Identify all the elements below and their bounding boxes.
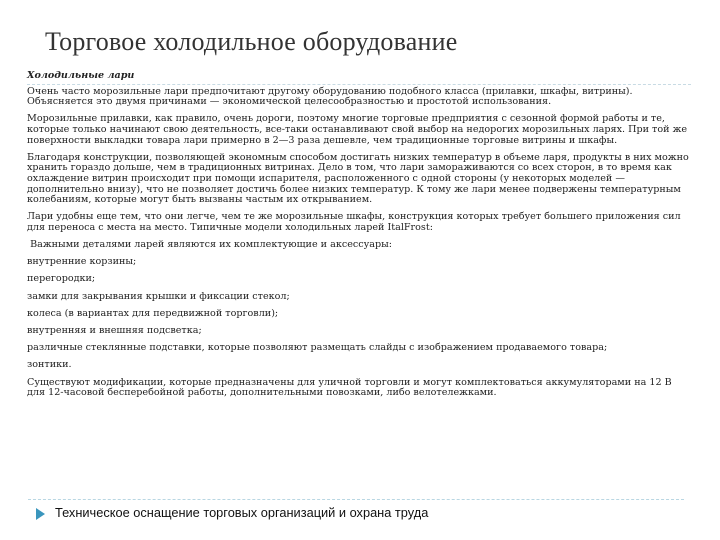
list-item-lighting: внутренняя и внешняя подсветка; bbox=[27, 325, 202, 337]
list-item-glass-stands: различные стеклянные подставки, которые позволяют размещать слайды с изображением продаваемого товара; bbox=[27, 342, 608, 354]
paragraph-accessories-intro: Важными деталями ларей являются их комплектующие и аксессуары: bbox=[27, 239, 392, 251]
paragraph-prices: Морозильные прилавки, как правило, очень дороги, поэтому многие торговые предприятия с сезонной формой работы и те, которые только начинают свою деятельность, все-таки останавливают свой выбор на недорогих морозильных ларях. При той же поверхности выкладки товара лари примерно в 2—3 раза дешевле, чем традиционные торговые витрины и шкафы. bbox=[27, 113, 688, 146]
list-item-umbrellas: зонтики. bbox=[27, 359, 72, 371]
list-item-wheels: колеса (в вариантах для передвижной торговли); bbox=[27, 307, 279, 319]
paragraph-convenience: Лари удобны еще тем, что они легче, чем те же морозильные шкафы, конструкция которых требует большего приложения сил для переноса с места на место. Типичные модели холодильных ларей ItalFrost: bbox=[27, 211, 681, 233]
paragraph-construction: Благодаря конструкции, позволяющей экономным способом достигать низких температур в объеме ларя, продукты в них можно хранить гораздо дольше, чем в традиционных витринах. Дело в том, что лари замораживаются со всех сторон, в то время как охлаждение витрин происходит при помощи испарителя, расположенного с одной стороны (у некоторых моделей — дополнительно внизу), что не позволяет достичь более низких температур. К тому же лари менее подвержены температурным колебаниям, которые могут быть вызваны частым их открыванием. bbox=[27, 151, 689, 206]
footer-divider bbox=[28, 499, 684, 500]
slide-content bbox=[27, 71, 691, 405]
footer-caption: Техническое оснащение торговых организаций и охрана труда bbox=[55, 505, 429, 520]
list-item-baskets: внутренние корзины; bbox=[27, 256, 137, 268]
paragraph-modifications: Существуют модификации, которые предназначены для уличной торговли и могут комплектоваться аккумуляторами на 12 В для 12-часовой бесперебойной работы, дополнительными повозками, либо велотележками. bbox=[27, 376, 672, 399]
list-item-locks: замки для закрывания крышки и фиксации стекол; bbox=[27, 290, 290, 302]
slide-title: Торговое холодильное оборудование bbox=[45, 27, 458, 56]
list-item-dividers: перегородки; bbox=[27, 273, 96, 285]
triangle-bullet-icon bbox=[36, 508, 45, 520]
paragraph-intro: Очень часто морозильные лари предпочитают другому оборудованию подобного класса (прилавки, шкафы, витрины). Объясняется это двумя причинами — экономической целесообразностью и простотой использования. bbox=[27, 85, 633, 108]
section-heading: Холодильные лари bbox=[27, 71, 691, 85]
